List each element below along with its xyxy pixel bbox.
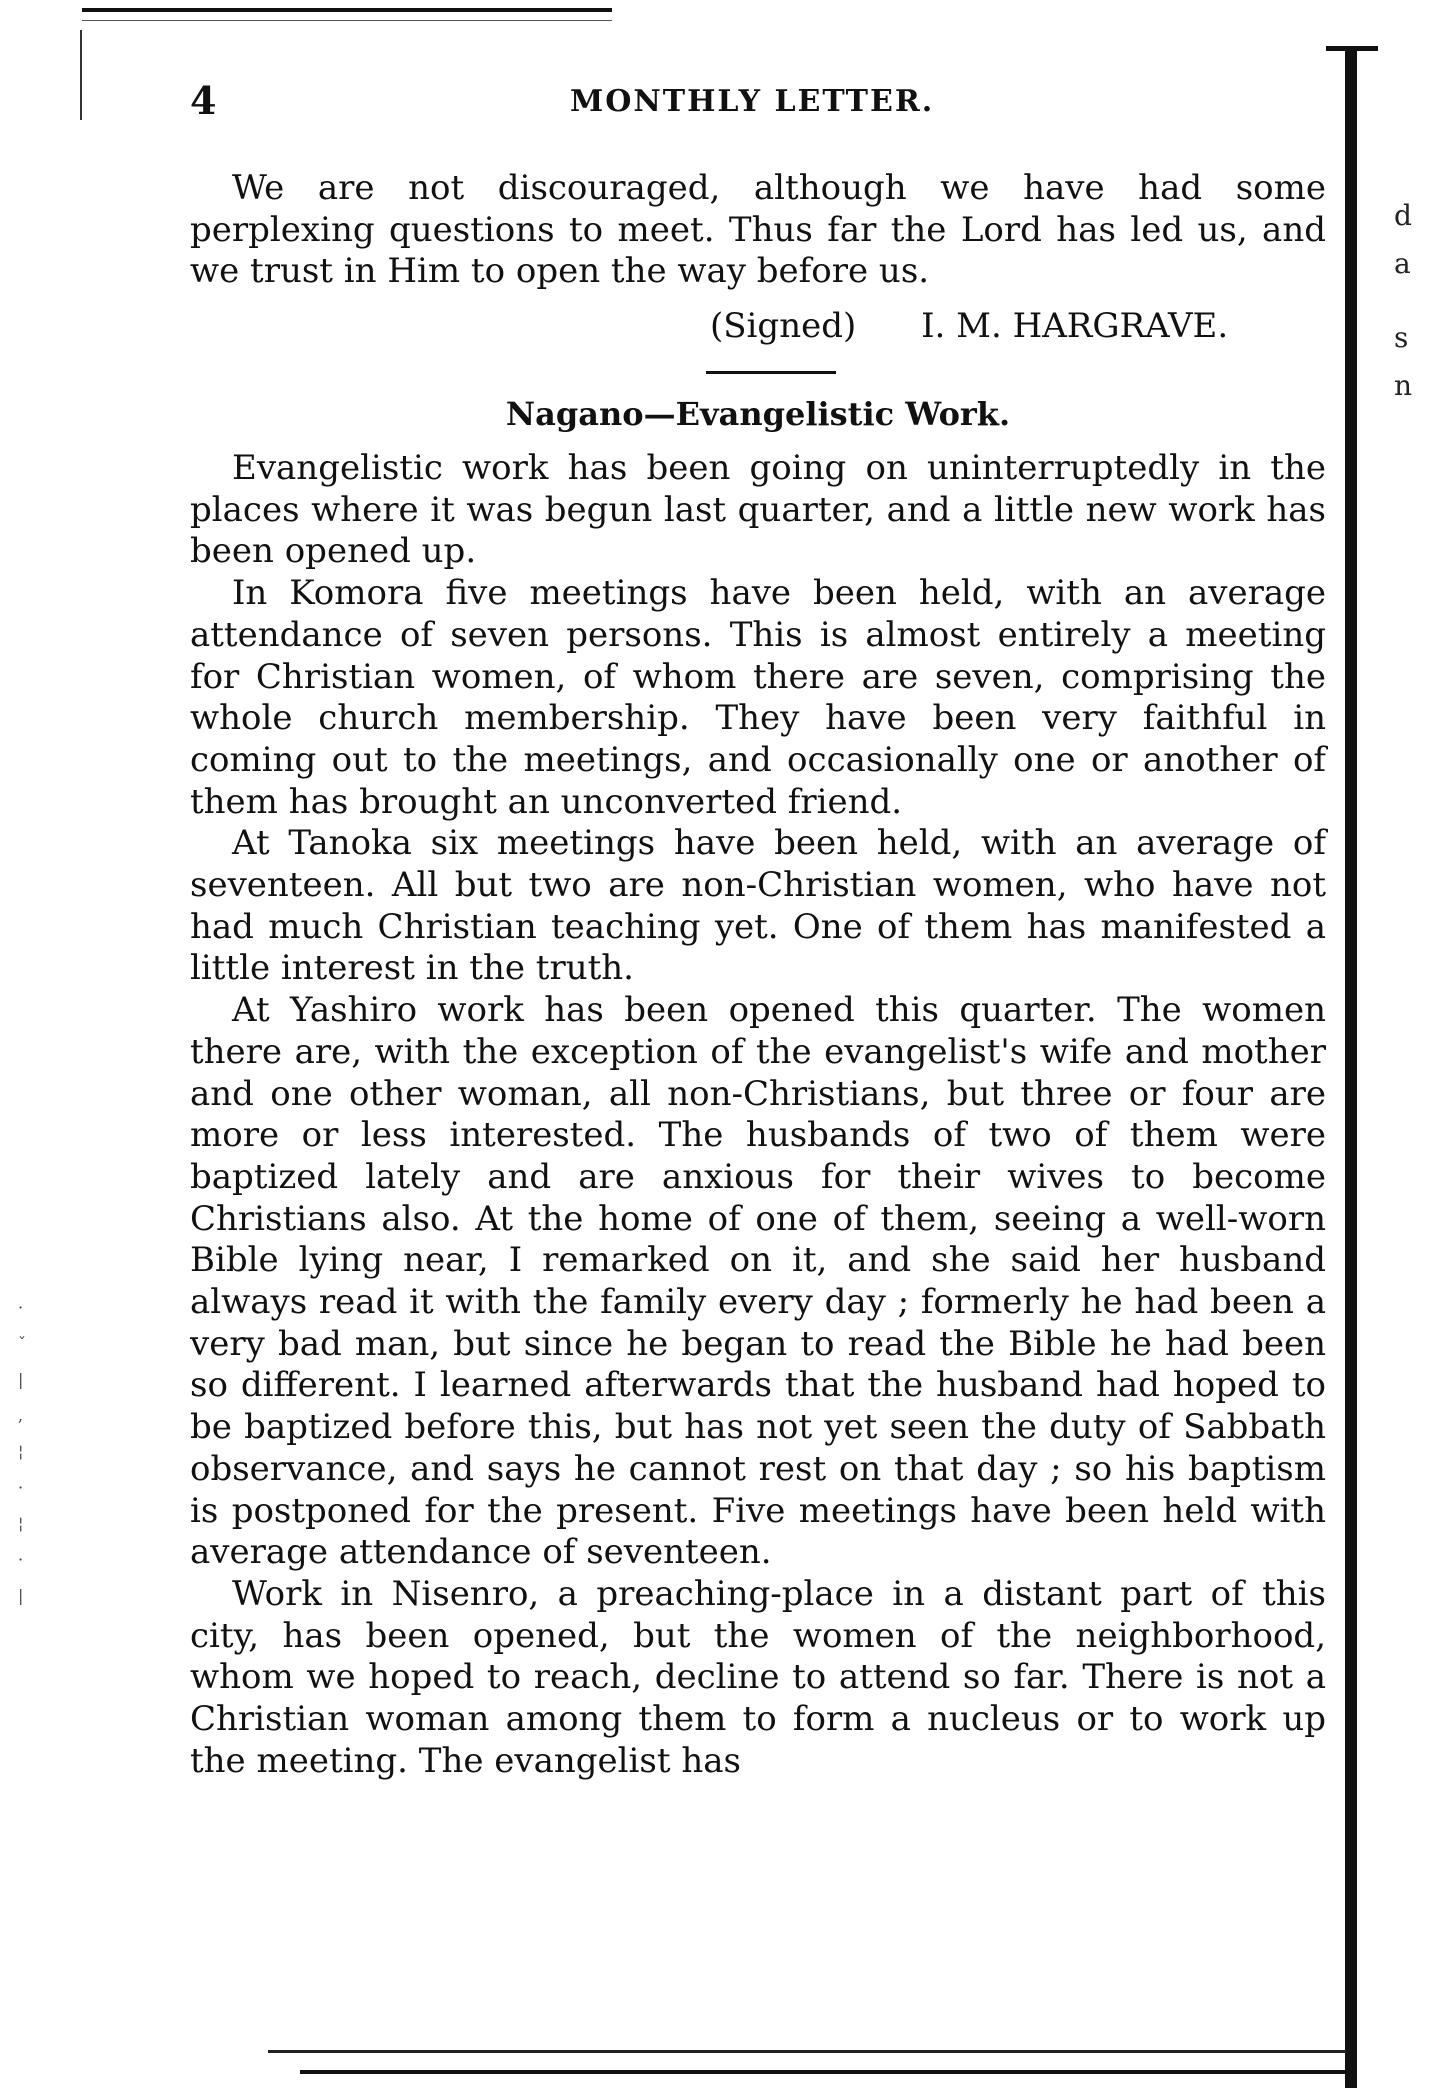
margin-fragment: s bbox=[1394, 321, 1409, 354]
binding-edge bbox=[1345, 48, 1357, 2088]
bottom-rule bbox=[268, 2050, 1346, 2053]
margin-fragment: n bbox=[1394, 369, 1413, 402]
paragraph: Work in Nisenro, a preaching-place in a distant part of this city, has been opened, but the women of the neighborhood, whom we hoped to reach, decline to attend so far. There is not a Christian woman among them to form a nucleus or to work up the meeting. The evangelist has bbox=[190, 1573, 1326, 1781]
adjacent-page-fragments bbox=[1394, 192, 1424, 410]
paragraph: At Tanoka six meetings have been held, with an average of seventeen. All but two are non-Christian women, who have not had much Christian teaching yet. One of them has manifested a little interest in the truth. bbox=[190, 823, 1326, 989]
bottom-rule-heavy bbox=[300, 2070, 1346, 2074]
header-title: MONTHLY LETTER. bbox=[570, 84, 935, 119]
left-edge-marks bbox=[80, 30, 85, 120]
opening-paragraph-block bbox=[190, 168, 1326, 293]
signature: (Signed) I. M. HARGRAVE. bbox=[710, 306, 1229, 346]
margin-fragment: d bbox=[1394, 199, 1412, 232]
opening-paragraph: We are not discouraged, although we have had some perplexing questions to meet. Thus far the Lord has led us, and we trust in Him to open the way before us. bbox=[190, 168, 1326, 292]
section-heading: Nagano—Evangelistic Work. bbox=[505, 395, 1011, 433]
paragraph: In Komora five meetings have been held, with an average attendance of seven persons. This is almost entirely a meeting for Christian women, of whom there are seven, comprising the whole church membership. They have been very faithful in coming out to the meetings, and occasionally one or another of them has brought an unconverted friend. bbox=[190, 573, 1326, 822]
body-text bbox=[190, 448, 1326, 1783]
page-number: 4 bbox=[190, 78, 217, 123]
page-edge-specks: · ˇ | , ¦ · ¦ · | bbox=[18, 1298, 26, 1605]
paragraph: Evangelistic work has been going on uninterruptedly in the places where it was begun last quarter, and a little new work has been opened up. bbox=[190, 448, 1326, 572]
paragraph: At Yashiro work has been opened this quarter. The women there are, with the exception of the evangelist's wife and mother and one other woman, all non-Christians, but three or four are more or less interested. The husbands of two of them were baptized lately and are anxious for their wives to become Christians also. At the home of one of them, seeing a well-worn Bible lying near, I remarked on it, and she said her husband always read it with the family every day ; formerly he had been a very bad man, but since he began to read the Bible he had been so different. I learned afterwards that the husband had hoped to be baptized before this, but has not yet seen the duty of Sabbath observance, and says he cannot rest on that day ; so his baptism is postponed for the present. Five meetings have been held with average attendance of seventeen. bbox=[190, 990, 1326, 1573]
running-head bbox=[190, 78, 1310, 126]
top-rule bbox=[82, 8, 612, 12]
margin-fragment: a bbox=[1394, 247, 1411, 280]
top-rule-thin bbox=[82, 20, 612, 21]
section-divider bbox=[706, 371, 836, 374]
